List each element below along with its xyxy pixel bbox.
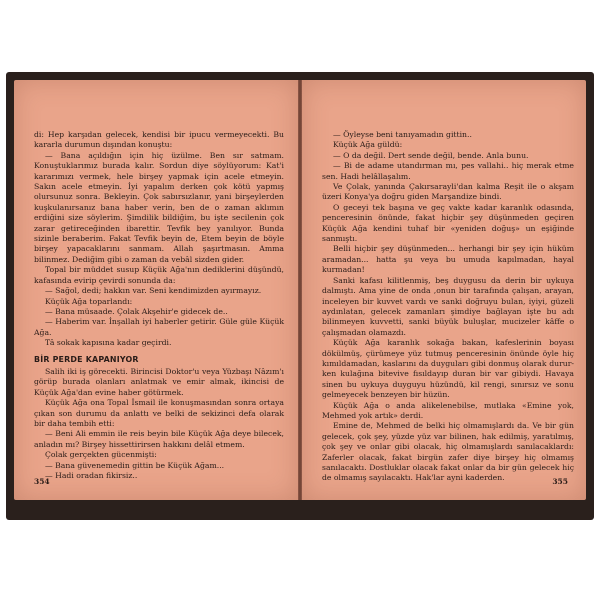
- paragraph: — Öyleyse beni tanıyamadın gittin..: [333, 130, 472, 139]
- right-page-number: 355: [552, 477, 568, 486]
- left-page: [14, 80, 298, 500]
- paragraph: Belli hiçbir şey düşünmeden... herhangi bir şey için hüküm aramadan... hatta şu veya bu umuda kapılmadan, hayal kurmadan!: [322, 244, 574, 275]
- paragraph: Salih iki iş görecekti. Birincisi Doktor'u veya Yüzbaşı Nâzım'ı görüp burada olanları anlatmak ve emir almak, ikincisi de Küçük Ağa'dan evine haber götürmek.: [34, 366, 284, 397]
- paragraph: — Haberim var. İnşallah iyi haberler getirir. Güle güle Küçük Ağa.: [34, 317, 284, 337]
- paragraph: — Sağol, dedi; hakkın var. Seni kendimizden ayırmayız.: [45, 286, 262, 296]
- left-page-section-paragraphs: [34, 367, 284, 481]
- paragraph: Çolak gerçekten gücenmişti:: [45, 450, 157, 460]
- paragraph: Topal bir müddet susup Küçük Ağa'nın dediklerini düşündü, kafasında evirip çevirdi sonunda da:: [34, 265, 284, 285]
- paragraph: Küçük Ağa ona Topal İsmail ile konuşmasından sonra ortaya çıkan son durumu da anlattı ve belki de sekizinci defa olarak bir daha tembih etti:: [34, 398, 284, 428]
- paragraph: — Bi de adame utandırman mı, pes vallahi.. hiç merak etme sen. Hadi helâllaşalım.: [322, 161, 574, 181]
- left-page-text: [34, 130, 284, 481]
- left-page-paragraphs: [34, 130, 284, 349]
- right-page-text: [322, 130, 574, 484]
- paragraph: di: Hep karşıdan gelecek, kendisi bir ipucu vermeyecekti. Bu kararla durumun dışından konuştu:: [34, 130, 284, 150]
- paragraph: Küçük Ağa karanlık sokağa bakan, kafeslerinin boyası dökülmüş, çürümeye yüz tutmuş penceresinin önünde öyle hiç kımıldamadan, kaslarını da duyguları gibi donmuş olarak durur-ken kulağına bitevive fısıldayıp duran bir var gibiydi. Havaya sinen bu uykuya duyguyu hüzündü, kil rengi, sınırsız ve sonu gelmeyecek benzeyen bir hüzün.: [322, 338, 574, 400]
- paragraph: — Bana açıldığın için hiç üzülme. Ben sır satmam. Konuştuklarımız burada kalır. Sordun diye söylüyorum: Kat'i kararımızı vermek, hele birşey yapmak için acele etmeyin. Sakın acele etmeyin. İyi yapalım derken çok kötü yapmış olursunuz sonra. Bekleyin. Çok sabırsızlanır, yani birşeylerden kuşkulanırsanız bana haber verin, ben de o zaman aklımın erdiğini size söylerim. Şimdilik bildiğim, bu işte secilenin çok zarar getireceğinden ibarettir. Tevfik bey yanılıyor. Bunda sizinle beraberim. Fakat Tevfik beyin de, Etem beyin de böyle birşey yapacaklarını sanmam. Allah şaşırtmasın. Amma bilinmez. Dediğim gibi o zaman da vebâl sizden gider.: [34, 150, 284, 264]
- left-page-number: 354: [34, 477, 50, 486]
- paragraph: — O da değil. Dert sende değil, bende. Anla bunu.: [333, 150, 529, 160]
- paragraph: — Hadi oradan fikirsiz..: [45, 471, 138, 480]
- paragraph: Ve Çolak, yanında Çakırsarayli'dan kalma Reşit ile o akşam üzeri Konya'ya doğru giden Marşandize bindi.: [322, 182, 574, 202]
- right-page: [302, 80, 586, 500]
- paragraph: Küçük Ağa o anda alikelenebilse, mutlaka «Emine yok, Mehmed yok artık» derdi.: [322, 400, 574, 420]
- paragraph: — Bana güvenemedin gittin be Küçük Ağam...: [45, 460, 225, 470]
- paragraph: — Beni Ali emmin ile reis beyin bile Küçük Ağa deye bilecek, anladın mı? Birşey hissettirirsen hakkını delâl etmem.: [34, 429, 284, 449]
- paragraph: Küçük Ağa toparlandı:: [45, 296, 133, 306]
- right-page-paragraphs: [322, 130, 574, 484]
- paragraph: Sanki kafası kilitlenmiş, beş duygusu da derin bir uykuya dalmıştı. Ama yine de onda ,onun bir tarafında çalışan, arayan, inceleyen bir kuvvet vardı ve sanki doğruyu bulan, iyiyi, güzeli aydınlatan, gelecek zamanları şimdiye bağlayan işte bu adı bilinmeyen kuvvetti, sanki büyük buluşlar, mucizeler kâffe o çalışmadan olamazdı.: [322, 275, 574, 337]
- paragraph: O geceyi tek başına ve geç vakte kadar karanlık odasında, penceresinin önünde, fakat hiçbir şey düşünmeden geçiren Küçük Ağa kendini tuhaf bir «yeniden doğuş» un eşiğinde sanmıştı.: [322, 202, 574, 244]
- section-heading: BİR PERDE KAPANIYOR: [34, 354, 139, 364]
- paragraph: Tâ sokak kapısına kadar geçirdi.: [45, 338, 172, 348]
- paragraph: — Bana müsaade. Çolak Akşehir'e gidecek de..: [45, 306, 228, 316]
- paragraph: Küçük Ağa güldü:: [333, 140, 403, 150]
- paragraph: Emine de, Mehmed de belki hiç olmamışlardı da. Ve bir gün gelecek, çok şey, yüzde yüz var bilinen, hak edilmiş, yaratılmış, çok şey ve onlar gibi olacak, hiç olmamışlardı sanılacaklardı: Zaferler olacak, fakat birgün zafer diye birşey hiç olmamış sanılacaktı. Dostluklar olacak fakat onlar da bir gün gelecek hiç de olmamış sayılacaktı. Hak'lar ayni kaderden.: [322, 421, 574, 483]
